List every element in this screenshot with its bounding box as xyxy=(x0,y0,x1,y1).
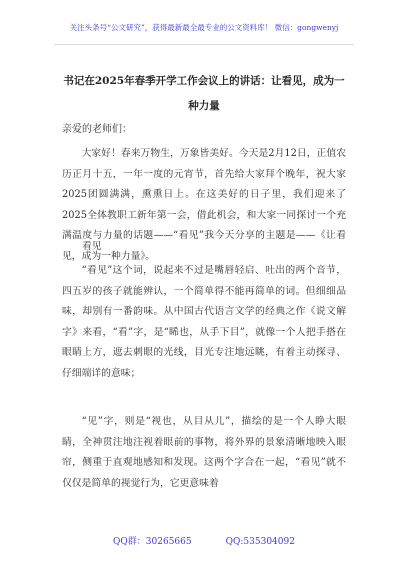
paragraph-2: “看见”这个词，说起来不过是嘴唇轻启、吐出的两个音节，四五岁的孩子就能辨认，一个简单得不能再简单的词。但细细品味，却别有一番韵味。从中国古代语言文学的经典之作《说文解字》来看，“看”字，是“睎也，从手下目”，就像一个人把手搭在眼睛上方，遮去刺眼的光线，目光专注地远眺，有着主动探寻、仔细端详的意味； xyxy=(62,265,346,379)
paragraph-1: 大家好！春来万物生，万象皆美好。今天是2月12日，正值农历正月十五，一年一度的元宵节，首先给大家拜个晚年，祝大家2025团圆满满，熏熏日上。在这美好的日子里，我们迎来了2025全体教职工新年第一会，借此机会，和大家一同探讨一个充满温度与力量的话题——“看见”我今天分享的主题是——《让看见，成为一种力量》。 xyxy=(62,148,346,262)
paragraph-3: “见”字，则是“视也，从目从儿”，描绘的是一个人睁大眼睛，全神贯注地注视着眼前的事物，将外界的景象清晰地映入眼帘，侧重于直观地感知和发现。这两个字合在一起，“看见”就不仅仅是简单的视觉行为，它更意味着 xyxy=(62,416,346,489)
header-notice: 关注头条号“公文研究”，获得最新最全最专业的公文资料库！ 微信：gongwenyj xyxy=(69,23,339,32)
footer-contacts xyxy=(0,534,408,547)
header-divider xyxy=(54,44,354,45)
section-heading: 看见 xyxy=(82,241,102,252)
footer-qq-number: QQ:535304092 xyxy=(225,537,295,547)
salutation: 亲爱的老师们： xyxy=(62,124,132,135)
document-title: 书记在2025年春季开学工作会议上的讲话：让看见，成为一种力量 xyxy=(63,75,345,112)
footer-qq-group: QQ群：30265665 xyxy=(113,537,192,547)
